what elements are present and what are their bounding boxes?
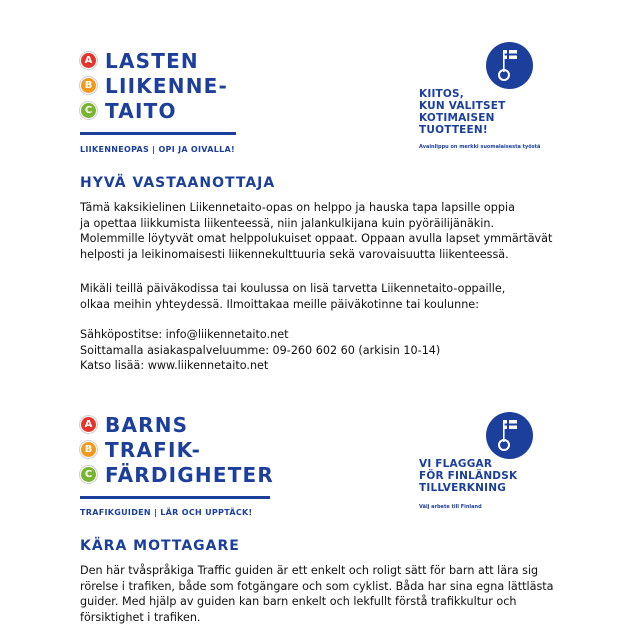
text-line: försiktighet i trafiken. <box>80 610 201 624</box>
title-line-2: LIIKENNE- <box>105 73 229 98</box>
text-line: rörelse i trafiken, både som fotgängare och som cyklist. Båda har sina egna lättlästa <box>80 579 554 593</box>
intro-paragraph <box>80 200 580 262</box>
badge-text: KIITOS, KUN VALITSET KOTIMAISEN TUOTTEEN! <box>419 88 506 136</box>
letter-a-badge: A <box>80 416 97 433</box>
request-paragraph <box>80 281 580 312</box>
title-line-3: FÄRDIGHETER <box>105 462 275 487</box>
letter-b-badge: B <box>80 441 97 458</box>
title-underline <box>80 132 236 135</box>
greeting-heading: HYVÄ VASTAANOTTAJA <box>80 175 276 191</box>
letter-a-badge: A <box>80 52 97 69</box>
contact-email[interactable]: Sähköpostitse: info@liikennetaito.net <box>80 328 289 341</box>
contact-info <box>80 327 580 374</box>
contact-website[interactable]: Katso lisää: www.liikennetaito.net <box>80 359 269 372</box>
badge-text: VI FLAGGAR FÖR FINLÄNDSK TILLVERKNING <box>419 458 518 494</box>
intro-paragraph <box>80 563 580 625</box>
title-line-3: TAITO <box>105 98 177 123</box>
logo-title <box>80 48 228 123</box>
letter-c-badge: C <box>80 102 97 119</box>
contact-phone[interactable]: Soittamalla asiakaspalveluumme: 09-260 602 60 (arkisin 10-14) <box>80 343 441 357</box>
text-line: Den här tvåspråkiga Traffic guiden är ett enkelt och roligt sätt för barn att lära sig <box>80 564 539 577</box>
title-underline <box>80 496 270 499</box>
text-line: guider. Med hjälp av guiden kan barn enkelt och lekfullt förstå trafikkultur och <box>80 595 517 608</box>
tagline: TRAFIKGUIDEN | LÄR OCH UPPTÄCK! <box>80 508 253 517</box>
badge-subtext: Avainlippu on merkki suomalaisesta työstä <box>419 144 541 150</box>
title-line-1: LASTEN <box>105 48 199 73</box>
swedish-section <box>0 400 640 641</box>
text-line: Molemmille löytyvät omat helppolukuiset oppaat. Oppaan avulla lapset ymmärtävät <box>80 232 553 245</box>
text-line: helposti ja leikinomaisesti liikennekulttuuria sekä varovaisuutta liikenteessä. <box>80 247 509 261</box>
greeting-heading: KÄRA MOTTAGARE <box>80 538 240 554</box>
logo-title <box>80 412 274 487</box>
letter-c-badge: C <box>80 466 97 483</box>
text-line: ja opettaa liikkumista liikenteessä, niin jalankulkijana kuin pyöräilijänäkin. <box>80 216 495 230</box>
badge-subtext: Välj arbete till Finland <box>419 504 482 510</box>
text-line: Mikäli teillä päiväkodissa tai koulussa on lisä tarvetta Liikennetaito-oppaille, <box>80 282 506 295</box>
text-line: Tämä kaksikielinen Liikennetaito-opas on helppo ja hauska tapa lapsille oppia <box>80 201 515 214</box>
text-line: olkaa meihin yhteydessä. Ilmoittakaa meille päiväkotinne tai koulunne: <box>80 297 479 311</box>
key-flag-icon <box>486 412 533 459</box>
key-flag-icon <box>486 42 533 89</box>
title-line-2: TRAFIK- <box>105 437 202 462</box>
tagline: LIIKENNEOPAS | OPI JA OIVALLA! <box>80 145 235 154</box>
letter-b-badge: B <box>80 77 97 94</box>
title-line-1: BARNS <box>105 412 189 437</box>
